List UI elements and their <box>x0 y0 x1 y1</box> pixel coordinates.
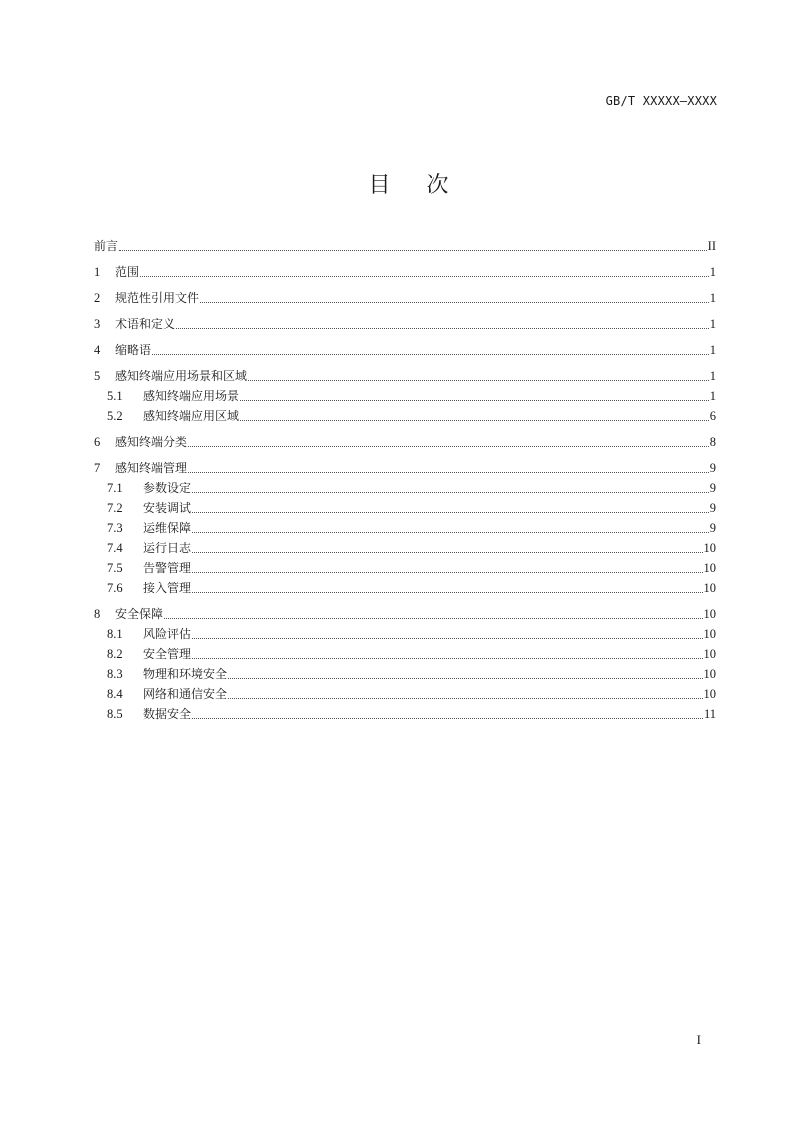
toc-entry-number: 8.5 <box>107 707 123 721</box>
dot-leader <box>192 551 702 553</box>
toc-entry[interactable] <box>94 538 716 558</box>
toc-entry[interactable] <box>94 644 716 664</box>
dot-leader <box>192 531 709 533</box>
toc-entry-page: 10 <box>703 581 716 595</box>
dot-leader <box>176 327 709 329</box>
toc-entry-number: 8.3 <box>107 667 123 681</box>
toc-entry-label: 规范性引用文件 <box>115 291 200 305</box>
toc-entry-page: 10 <box>703 607 716 621</box>
toc-entry-label: 安全保障 <box>115 607 164 621</box>
toc-entry-number: 7.5 <box>107 561 123 575</box>
table-of-contents <box>94 236 716 724</box>
toc-entry-number: 8 <box>94 607 101 621</box>
toc-entry-label: 数据安全 <box>143 707 192 721</box>
toc-entry[interactable] <box>94 406 716 426</box>
dot-leader <box>164 617 702 619</box>
toc-entry-number: 5 <box>94 369 101 383</box>
toc-entry-number: 3 <box>94 317 101 331</box>
toc-entry-label: 感知终端应用场景和区域 <box>115 369 248 383</box>
toc-entry-number: 1 <box>94 265 101 279</box>
toc-entry-number: 7 <box>94 461 101 475</box>
toc-entry-number: 8.2 <box>107 647 123 661</box>
dot-leader <box>228 677 702 679</box>
toc-entry[interactable] <box>94 684 716 704</box>
title-char-1: 目 <box>368 173 391 198</box>
toc-entry-label: 风险评估 <box>143 627 192 641</box>
toc-entry[interactable] <box>94 432 716 452</box>
toc-entry-page: II <box>707 239 716 253</box>
toc-entry-page: 9 <box>709 501 716 515</box>
toc-entry-number: 8.4 <box>107 687 123 701</box>
toc-entry-page: 1 <box>709 265 716 279</box>
toc-entry[interactable] <box>94 386 716 406</box>
toc-entry[interactable] <box>94 288 716 308</box>
dot-leader <box>188 471 709 473</box>
dot-leader <box>192 657 702 659</box>
toc-entry-number: 5.2 <box>107 409 123 423</box>
toc-entry-label: 参数设定 <box>143 481 192 495</box>
toc-entry[interactable] <box>94 704 716 724</box>
toc-entry[interactable] <box>94 366 716 386</box>
toc-entry-label: 感知终端应用场景 <box>143 389 240 403</box>
dot-leader <box>119 249 707 251</box>
toc-entry-number: 7.4 <box>107 541 123 555</box>
dot-leader <box>188 445 709 447</box>
dot-leader <box>200 301 709 303</box>
toc-entry[interactable] <box>94 314 716 334</box>
dot-leader <box>192 571 702 573</box>
page-title <box>0 168 793 199</box>
toc-entry-number: 2 <box>94 291 101 305</box>
toc-entry-label: 运维保障 <box>143 521 192 535</box>
toc-entry[interactable] <box>94 458 716 478</box>
toc-entry-label: 缩略语 <box>115 343 152 357</box>
toc-entry-number: 7.2 <box>107 501 123 515</box>
toc-entry-page: 10 <box>703 687 716 701</box>
toc-entry[interactable] <box>94 236 716 256</box>
title-char-2: 次 <box>426 173 449 198</box>
toc-entry-page: 10 <box>703 561 716 575</box>
toc-entry[interactable] <box>94 518 716 538</box>
toc-entry-label: 物理和环境安全 <box>143 667 228 681</box>
toc-entry-page: 10 <box>703 541 716 555</box>
dot-leader <box>192 511 709 513</box>
toc-entry-number: 8.1 <box>107 627 123 641</box>
toc-entry-page: 1 <box>709 291 716 305</box>
toc-entry[interactable] <box>94 624 716 644</box>
toc-entry-number: 4 <box>94 343 101 357</box>
toc-entry-number: 7.6 <box>107 581 123 595</box>
toc-entry-page: 10 <box>703 667 716 681</box>
toc-entry-page: 9 <box>709 521 716 535</box>
toc-entry-number: 7.3 <box>107 521 123 535</box>
toc-entry[interactable] <box>94 498 716 518</box>
toc-entry[interactable] <box>94 578 716 598</box>
dot-leader <box>240 419 709 421</box>
page-number: I <box>696 1032 701 1047</box>
dot-leader <box>152 353 709 355</box>
dot-leader <box>228 697 702 699</box>
toc-entry-page: 1 <box>709 389 716 403</box>
dot-leader <box>248 379 709 381</box>
toc-entry[interactable] <box>94 262 716 282</box>
toc-entry-label: 网络和通信安全 <box>143 687 228 701</box>
toc-entry-page: 9 <box>709 481 716 495</box>
toc-entry-label: 感知终端分类 <box>115 435 188 449</box>
dot-leader <box>240 399 709 401</box>
dot-leader <box>192 591 702 593</box>
toc-entry-number: 6 <box>94 435 101 449</box>
toc-entry-number: 5.1 <box>107 389 123 403</box>
toc-entry[interactable] <box>94 478 716 498</box>
toc-entry[interactable] <box>94 664 716 684</box>
toc-entry[interactable] <box>94 340 716 360</box>
toc-entry-page: 1 <box>709 343 716 357</box>
toc-entry-page: 10 <box>703 647 716 661</box>
toc-entry[interactable] <box>94 558 716 578</box>
toc-entry-page: 11 <box>703 707 716 721</box>
toc-entry-page: 6 <box>709 409 716 423</box>
toc-entry-label: 告警管理 <box>143 561 192 575</box>
toc-entry-label: 安装调试 <box>143 501 192 515</box>
toc-entry-page: 10 <box>703 627 716 641</box>
toc-entry-label: 术语和定义 <box>115 317 176 331</box>
toc-entry-label: 接入管理 <box>143 581 192 595</box>
toc-entry-page: 9 <box>709 461 716 475</box>
toc-entry-label: 感知终端管理 <box>115 461 188 475</box>
toc-entry[interactable] <box>94 604 716 624</box>
standard-number: GB/T XXXXX—XXXX <box>605 94 717 108</box>
dot-leader <box>192 491 709 493</box>
toc-entry-number: 7.1 <box>107 481 123 495</box>
toc-entry-label: 感知终端应用区域 <box>143 409 240 423</box>
toc-entry-page: 1 <box>709 369 716 383</box>
toc-entry-page: 1 <box>709 317 716 331</box>
toc-entry-label: 范围 <box>115 265 140 279</box>
toc-entry-label: 运行日志 <box>143 541 192 555</box>
toc-entry-label: 安全管理 <box>143 647 192 661</box>
dot-leader <box>192 637 702 639</box>
dot-leader <box>192 717 703 719</box>
toc-entry-page: 8 <box>709 435 716 449</box>
dot-leader <box>140 275 709 277</box>
toc-entry-label: 前言 <box>94 239 119 253</box>
